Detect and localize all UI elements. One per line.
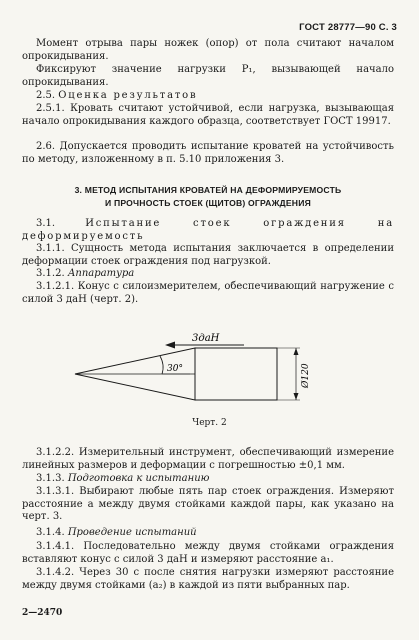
subsection-heading <box>22 473 394 486</box>
angle-label: 30° <box>167 364 183 374</box>
subsection-heading <box>22 527 394 540</box>
figure-caption: Черт. 2 <box>192 418 227 428</box>
section-title-line2: И ПРОЧНОСТЬ СТОЕК (ЩИТОВ) ОГРАЖДЕНИЯ <box>105 198 311 208</box>
page-header: ГОСТ 28777—90 С. 3 <box>299 22 397 33</box>
force-label: 3даН <box>192 333 220 344</box>
subsection-number: 3.1.2. <box>36 268 65 279</box>
paragraph: Фиксируют значение нагрузки P₁, вызывающей начало опрокидывания. <box>22 64 394 88</box>
paragraph: 3.1.1. Сущность метода испытания заключается в определении деформации стоек ограждения под нагрузкой. <box>22 243 394 267</box>
subsection-title: Аппаратура <box>67 268 135 279</box>
subsection-title: Оценка результатов <box>58 90 198 101</box>
section-title-line1: 3. МЕТОД ИСПЫТАНИЯ КРОВАТЕЙ НА ДЕФОРМИРУЕМОСТЬ <box>74 185 342 195</box>
cylinder-body <box>195 348 277 400</box>
paragraph: 3.1.2.2. Измерительный инструмент, обеспечивающий измерение линейных размеров и деформации с погрешностью ±0,1 мм. <box>22 447 394 471</box>
subsection-number: 3.1.4. <box>36 527 65 538</box>
paragraph: 2.6. Допускается проводить испытание кроватей на устойчивость по методу, изложенному в п. 5.10 приложения 3. <box>22 141 394 165</box>
dimension-arrow-bottom <box>294 393 299 400</box>
force-arrow-head <box>165 342 175 349</box>
page-footer: 2—2470 <box>22 608 63 618</box>
subsection-title: Подготовка к испытанию <box>67 473 210 484</box>
paragraph: 2.5.1. Кровать считают устойчивой, если нагрузка, вызывающая начало опрокидывания каждого образца, соответствует ГОСТ 19917. <box>22 103 394 127</box>
subsection-title: Испытание стоек ограждения на деформируемость <box>22 218 394 242</box>
subsection-number: 3.1. <box>36 218 56 229</box>
paragraph: 3.1.3.1. Выбирают любые пять пар стоек ограждения. Измеряют расстояние a между двумя стойками каждой пары, как указано на черт. 3. <box>22 486 394 522</box>
dimension-arrow-top <box>294 348 299 355</box>
subsection-title: Проведение испытаний <box>67 527 197 538</box>
diameter-label: Ø120 <box>301 363 311 388</box>
subsection-number: 2.5. <box>36 90 56 101</box>
paragraph: Момент отрыва пары ножек (опор) от пола считают началом опрокидывания. <box>22 38 394 62</box>
angle-arc <box>160 356 163 374</box>
paragraph: 3.1.4.1. Последовательно между двумя стойками ограждения вставляют конус с силой 3 даН и измеряют расстояние a₁. <box>22 541 394 565</box>
subsection-number: 3.1.3. <box>36 473 65 484</box>
paragraph: 3.1.4.2. Через 30 с после снятия нагрузки измеряют расстояние между двумя стойками (a₂) в каждой из пяти выбранных пар. <box>22 567 394 591</box>
paragraph: 3.1.2.1. Конус с силоизмерителем, обеспечивающий нагружение с силой 3 даН (черт. 2). <box>22 281 394 305</box>
